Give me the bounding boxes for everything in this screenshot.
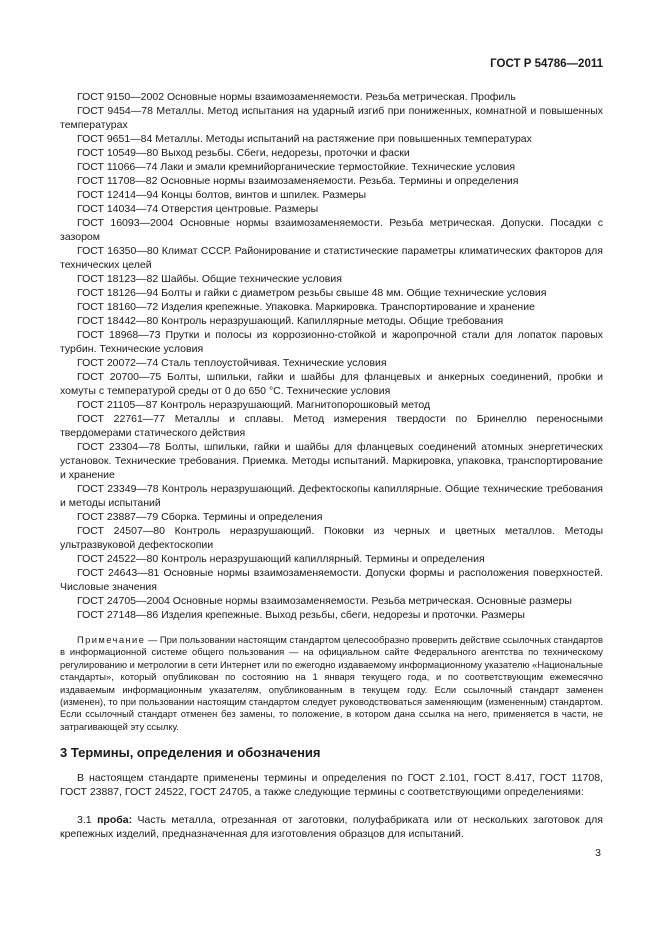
reference-item: ГОСТ 20700—75 Болты, шпильки, гайки и шайбы для фланцевых и анкерных соединений, пробки и хомуты с температурой среды от 0 до 650 °С. Технические условия — [60, 371, 603, 397]
reference-item: ГОСТ 11066—74 Лаки и эмали кремнийорганические термостойкие. Технические условия — [77, 161, 516, 173]
reference-item: ГОСТ 23887—79 Сборка. Термины и определения — [77, 511, 323, 523]
reference-item: ГОСТ 14034—74 Отверстия центровые. Размеры — [77, 203, 319, 215]
reference-item: ГОСТ 24705—2004 Основные нормы взаимозаменяемости. Резьба метрическая. Основные размеры — [77, 595, 572, 607]
reference-item: ГОСТ 24643—81 Основные нормы взаимозаменяемости. Допуски формы и расположения поверхностей. Числовые значения — [60, 567, 603, 593]
reference-item: ГОСТ 21105—87 Контроль неразрушающий. Магнитопорошковый метод — [77, 399, 431, 411]
reference-item: ГОСТ 27148—86 Изделия крепежные. Выход резьбы, сбеги, недорезы и проточки. Размеры — [77, 609, 525, 621]
reference-item: ГОСТ 18442—80 Контроль неразрушающий. Капиллярные методы. Общие требования — [77, 315, 504, 327]
term-word: проба: — [97, 814, 133, 826]
reference-item: ГОСТ 20072—74 Сталь теплоустойчивая. Технические условия — [77, 357, 387, 369]
reference-item: ГОСТ 18968—73 Прутки и полосы из коррозионно-стойкой и жаропрочной стали для лопаток паровых турбин. Технические условия — [60, 329, 603, 355]
references-list — [60, 90, 603, 622]
reference-item: ГОСТ 18160—72 Изделия крепежные. Упаковка. Маркировка. Транспортирование и хранение — [77, 301, 535, 313]
reference-item: ГОСТ 22761—77 Металлы и сплавы. Метод измерения твердости по Бринеллю переносными твердомерами статического действия — [60, 413, 603, 439]
term-definition — [60, 813, 603, 841]
reference-item: ГОСТ 24507—80 Контроль неразрушающий. Поковки из черных и цветных металлов. Методы ультразвуковой дефектоскопии — [60, 525, 603, 551]
reference-item: ГОСТ 18123—82 Шайбы. Общие технические условия — [77, 273, 342, 285]
reference-item: ГОСТ 10549—80 Выход резьбы. Сбеги, недорезы, проточки и фаски — [77, 147, 410, 159]
reference-item: ГОСТ 9454—78 Металлы. Метод испытания на ударный изгиб при пониженных, комнатной и повышенных температурах — [60, 105, 603, 131]
term-number: 3.1 — [77, 814, 98, 826]
reference-item: ГОСТ 23304—78 Болты, шпильки, гайки и шайбы для фланцевых соединений атомных энергетических установок. Технические требования. Приемка. Методы испытаний. Маркировка, упаковка, транспортирование и хранение — [60, 441, 603, 481]
reference-item: ГОСТ 9150—2002 Основные нормы взаимозаменяемости. Резьба метрическая. Профиль — [77, 91, 516, 103]
section-title: 3 Термины, определения и обозначения — [60, 745, 321, 760]
reference-item: ГОСТ 9651—84 Металлы. Методы испытаний на растяжение при повышенных температурах — [77, 133, 532, 145]
reference-item: ГОСТ 16350—80 Климат СССР. Районирование и статистические параметры климатических факторов для технических целей — [60, 245, 603, 271]
reference-item: ГОСТ 12414—94 Концы болтов, винтов и шпилек. Размеры — [77, 189, 367, 201]
page-number: 3 — [595, 847, 601, 859]
note-text: — При пользовании настоящим стандартом целесообразно проверить действие ссылочных стандартов в информационной системе общего пользования — на официальном сайте Федерального агентства по техническому регулированию и метрологии в сети Интернет или по ежегодно издаваемому информационному указателю «Национальные стандарты», который опубликован по состоянию на 1 января текущего года, и по соответствующим ежемесячно издаваемым информационным указателям, опубликованным в текущем году. Если ссылочный стандарт заменен (изменен), то при пользовании настоящим стандартом следует руководствоваться заменяющим (измененным) стандартом. Если ссылочный стандарт отменен без замены, то положение, в котором дана ссылка на него, применяется в части, не затрагивающей эту ссылку. — [60, 634, 603, 732]
reference-item: ГОСТ 11708—82 Основные нормы взаимозаменяемости. Резьба. Термины и определения — [77, 175, 519, 187]
note-label: Примечание — [77, 634, 146, 645]
reference-item: ГОСТ 23349—78 Контроль неразрушающий. Дефектоскопы капиллярные. Общие технические требования и методы испытаний — [60, 483, 603, 509]
document-header: ГОСТ Р 54786—2011 — [490, 58, 603, 70]
note-paragraph — [60, 634, 603, 733]
term-text: Часть металла, отрезанная от заготовки, полуфабриката или от нескольких заготовок для крепежных изделий, предназначенная для изготовления образцов для испытаний. — [60, 814, 603, 840]
reference-item: ГОСТ 24522—80 Контроль неразрушающий капиллярный. Термины и определения — [77, 553, 485, 565]
reference-item: ГОСТ 18126—94 Болты и гайки с диаметром резьбы свыше 48 мм. Общие технические условия — [77, 287, 547, 299]
reference-item: ГОСТ 16093—2004 Основные нормы взаимозаменяемости. Резьба метрическая. Допуски. Посадки с зазором — [60, 217, 603, 243]
section-intro: В настоящем стандарте применены термины и определения по ГОСТ 2.101, ГОСТ 8.417, ГОСТ 11708, ГОСТ 23887, ГОСТ 24522, ГОСТ 24705, а также следующие термины с соответствующими определениями: — [60, 772, 603, 798]
